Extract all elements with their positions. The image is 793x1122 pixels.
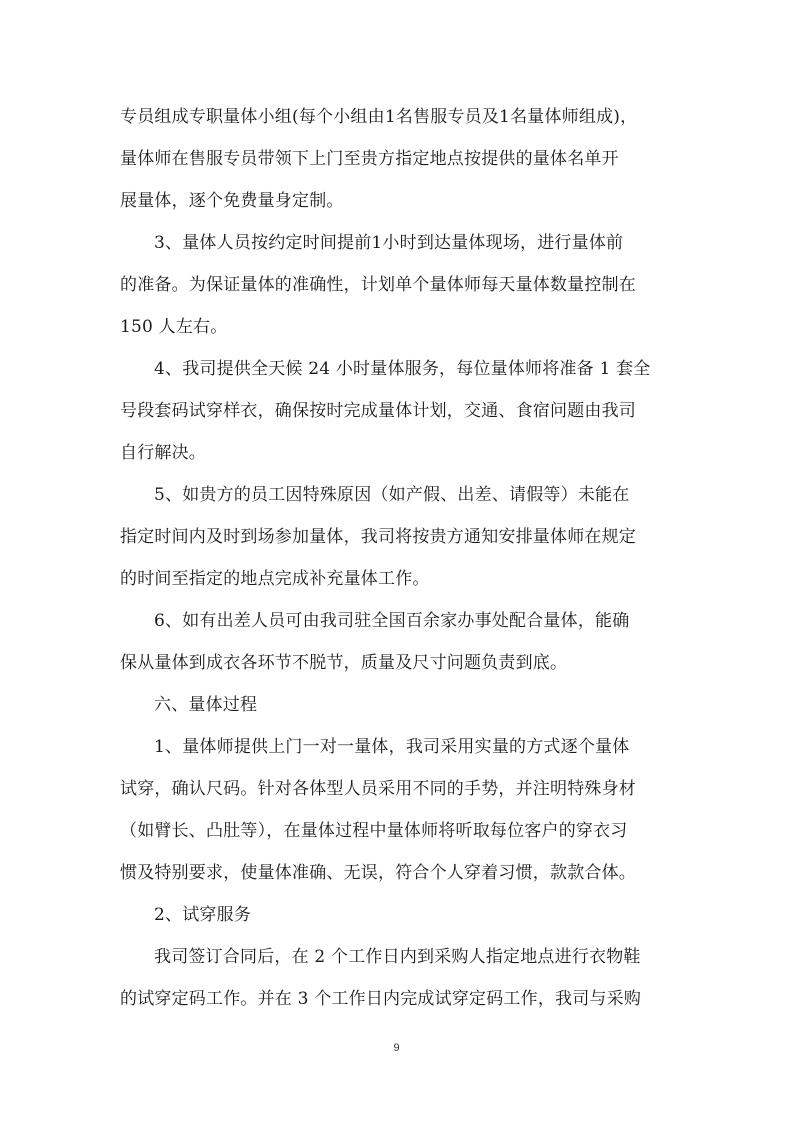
- text-line: 5、如贵方的员工因特殊原因（如产假、出差、请假等）未能在: [154, 485, 630, 505]
- section-heading: 六、量体过程: [154, 695, 258, 715]
- text-line: 的准备。为保证量体的准确性，计划单个量体师每天量体数量控制在: [120, 275, 636, 295]
- text-line: 展量体，逐个免费量身定制。: [120, 191, 344, 211]
- text-line: 号段套码试穿样衣，确保按时完成量体计划，交通、食宿问题由我司: [120, 401, 636, 421]
- text-line: 4、我司提供全天候 24 小时量体服务，每位量体师将准备 1 套全: [154, 359, 651, 379]
- text-line: 3、量体人员按约定时间提前1小时到达量体现场，进行量体前: [154, 233, 624, 253]
- page-number: 9: [393, 1042, 400, 1054]
- text-line: 保从量体到成衣各环节不脱节，质量及尺寸问题负责到底。: [120, 653, 568, 673]
- text-line: 专员组成专职量体小组(每个小组由1名售服专员及1名量体师组成)，: [120, 107, 638, 127]
- text-line: （如臂长、凸肚等），在量体过程中量体师将听取每位客户的穿衣习: [120, 821, 628, 841]
- text-line: 1、量体师提供上门一对一量体，我司采用实量的方式逐个量体: [154, 737, 630, 757]
- text-line: 的时间至指定的地点完成补充量体工作。: [120, 569, 430, 589]
- text-line: 6、如有出差人员可由我司驻全国百余家办事处配合量体，能确: [154, 611, 630, 631]
- text-line: 量体师在售服专员带领下上门至贵方指定地点按提供的量体名单开: [120, 149, 619, 169]
- text-line: 的试穿定码工作。并在 3 个工作日内完成试穿定码工作，我司与采购: [120, 989, 642, 1009]
- text-line: 我司签订合同后，在 2 个工作日内到采购人指定地点进行衣物鞋: [154, 947, 641, 967]
- text-line: 自行解决。: [120, 443, 206, 463]
- subsection-heading: 2、试穿服务: [154, 905, 252, 925]
- text-line: 试穿，确认尺码。针对各体型人员采用不同的手势，并注明特殊身材: [120, 779, 636, 799]
- text-line: 指定时间内及时到场参加量体，我司将按贵方通知安排量体师在规定: [120, 527, 636, 547]
- text-line: 150 人左右。: [120, 317, 228, 337]
- text-line: 惯及特别要求，使量体准确、无误，符合个人穿着习惯，款款合体。: [120, 863, 636, 883]
